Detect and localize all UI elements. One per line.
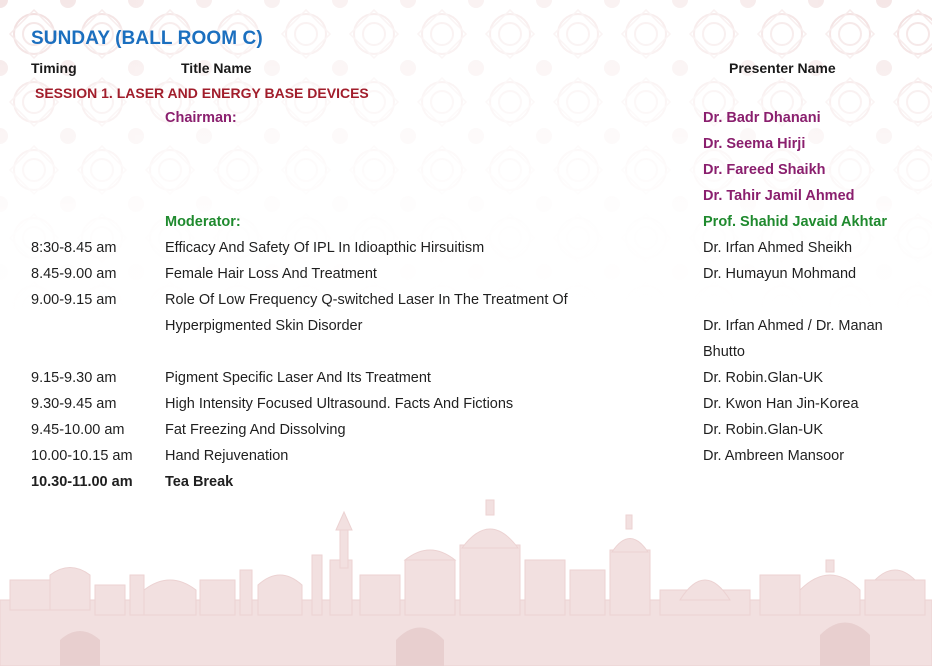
row-presenter: Dr. Ambreen Mansoor	[703, 448, 845, 464]
row-presenter: Dr. Kwon Han Jin-Korea	[703, 396, 859, 412]
row-presenter-continued: Bhutto	[703, 344, 745, 360]
row-time: 9.00-9.15 am	[31, 292, 117, 308]
break-title: Tea Break	[165, 474, 234, 490]
column-header-title: Title Name	[181, 60, 252, 76]
column-header-presenter: Presenter Name	[729, 60, 836, 76]
row-time: 9.45-10.00 am	[31, 422, 125, 438]
row-title: Fat Freezing And Dissolving	[165, 422, 346, 438]
session-title: SESSION 1. LASER AND ENERGY BASE DEVICES	[35, 85, 369, 101]
row-title: High Intensity Focused Ultrasound. Facts And Fictions	[165, 396, 514, 412]
break-time: 10.30-11.00 am	[31, 474, 133, 490]
row-title: Role Of Low Frequency Q-switched Laser In The Treatment Of	[165, 292, 568, 308]
moderator-label: Moderator:	[165, 214, 241, 230]
row-title: Pigment Specific Laser And Its Treatment	[165, 370, 431, 386]
row-presenter: Dr. Humayun Mohmand	[703, 266, 857, 282]
row-title: Hand Rejuvenation	[165, 448, 289, 464]
chairman-name: Dr. Badr Dhanani	[703, 110, 821, 126]
moderator-name: Prof. Shahid Javaid Akhtar	[703, 214, 887, 230]
row-title-continued: Hyperpigmented Skin Disorder	[165, 318, 363, 334]
row-presenter: Dr. Robin.Glan-UK	[703, 422, 824, 438]
row-presenter: Dr. Irfan Ahmed Sheikh	[703, 240, 853, 256]
row-time: 8:30-8.45 am	[31, 240, 117, 256]
row-time: 8.45-9.00 am	[31, 266, 117, 282]
row-title: Efficacy And Safety Of IPL In Idioapthic Hirsuitism	[165, 240, 485, 256]
chairman-name: Dr. Fareed Shaikh	[703, 162, 826, 178]
column-header-timing: Timing	[31, 60, 77, 76]
row-time: 10.00-10.15 am	[31, 448, 133, 464]
row-time: 9.30-9.45 am	[31, 396, 117, 412]
chairman-name: Dr. Seema Hirji	[703, 136, 806, 152]
page-title: SUNDAY (BALL ROOM C)	[31, 28, 263, 49]
row-title: Female Hair Loss And Treatment	[165, 266, 377, 282]
row-presenter: Dr. Robin.Glan-UK	[703, 370, 824, 386]
row-time: 9.15-9.30 am	[31, 370, 117, 386]
chairman-label: Chairman:	[165, 110, 237, 126]
row-presenter: Dr. Irfan Ahmed / Dr. Manan	[703, 318, 883, 334]
chairman-name: Dr. Tahir Jamil Ahmed	[703, 188, 855, 204]
